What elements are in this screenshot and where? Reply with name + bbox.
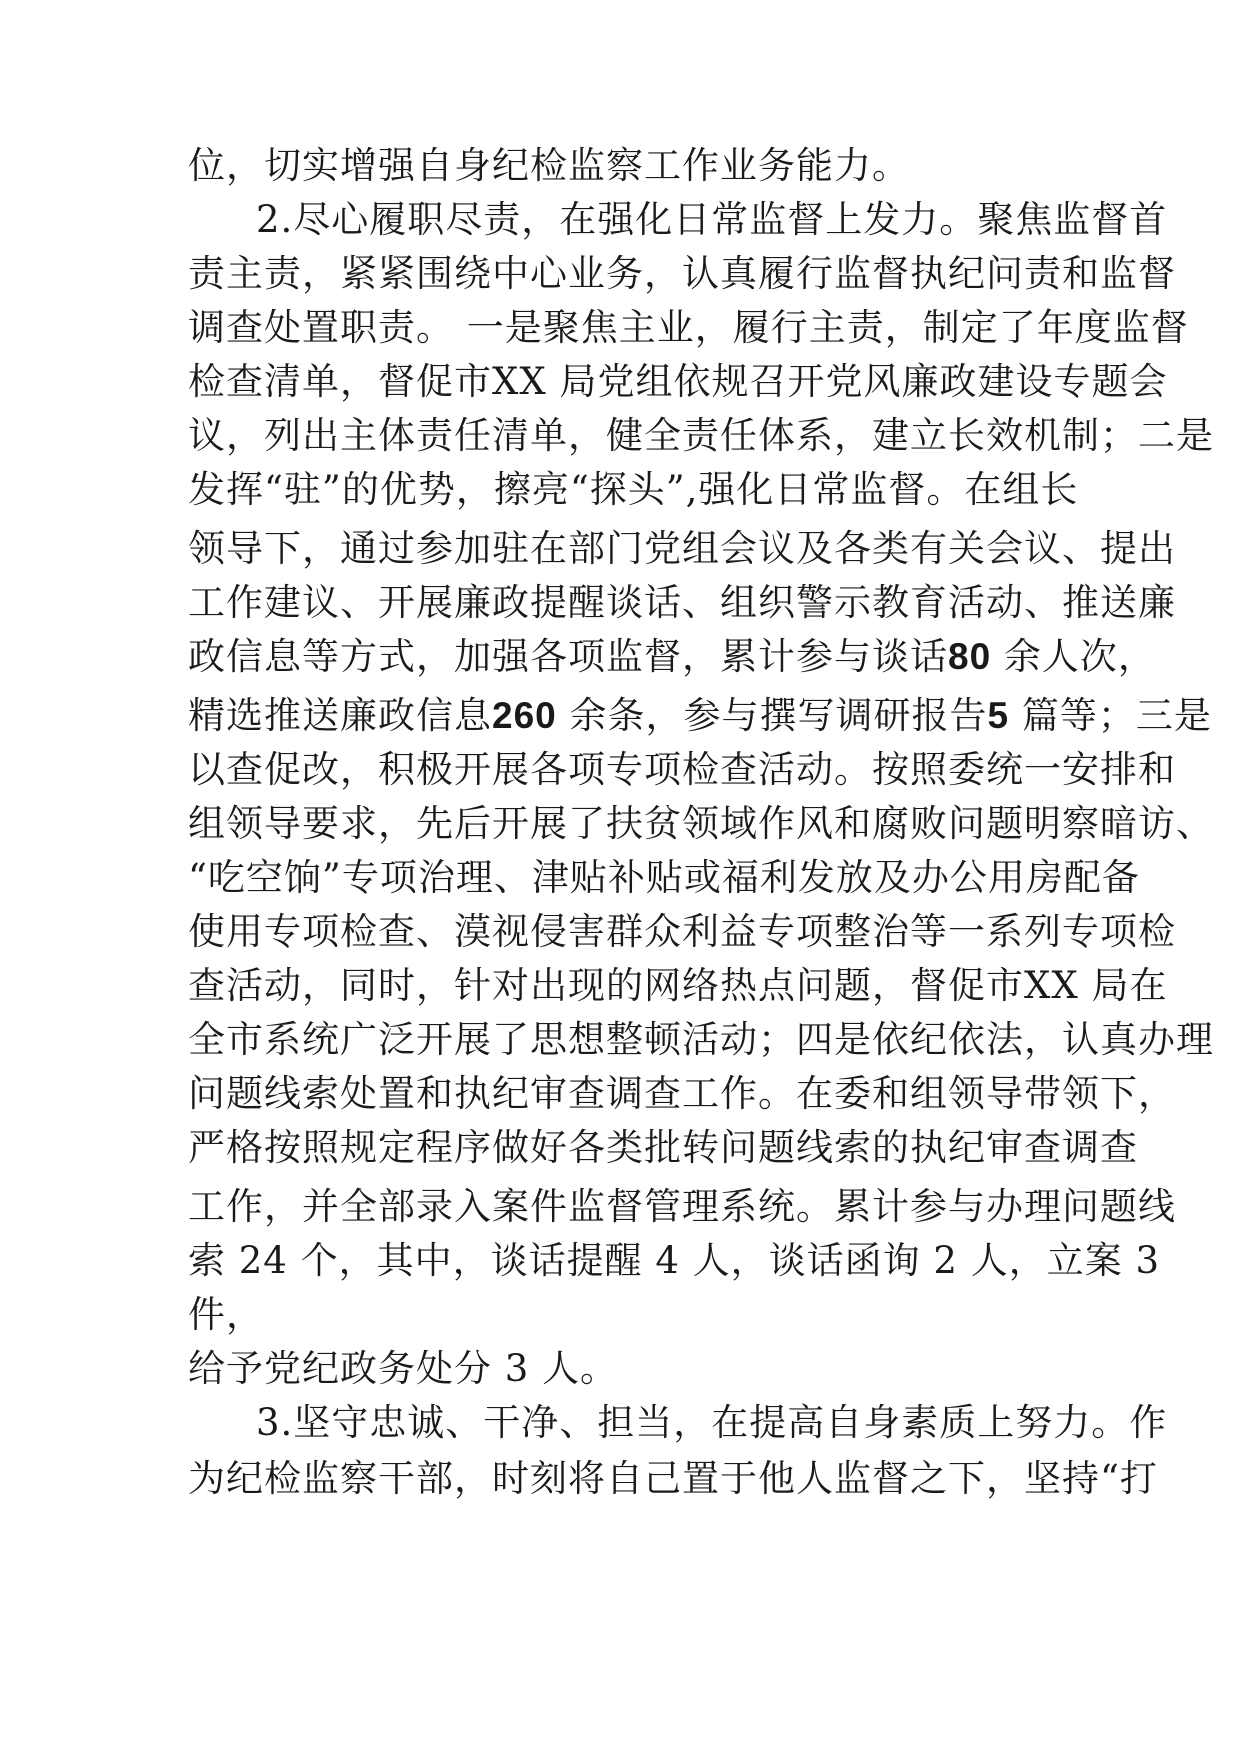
text-line <box>188 693 1212 739</box>
text-line: 工作建议、开展廉政提醒谈话、组织警示教育活动、推送廉 <box>188 581 1176 624</box>
text-line: 发挥“驻”的优势，擦亮“探头”,强化日常监督。在组长 <box>188 468 1079 511</box>
stat-number: 5 <box>987 695 1010 736</box>
text-line: 给予党纪政务处分 3 人。 <box>188 1347 619 1390</box>
text-line: 工作，并全部录入案件监督管理系统。累计参与办理问题线 <box>188 1185 1176 1228</box>
text-line: 责主责，紧紧围绕中心业务，认真履行监督执纪问责和监督 <box>188 252 1176 295</box>
text-segment: 精选推送廉政信息 <box>188 694 492 737</box>
text-line: 索 24 个，其中，谈话提醒 4 人，谈话函询 2 人，立案 3 <box>188 1239 1161 1282</box>
text-line: 为纪检监察干部，时刻将自己置于他人监督之下，坚持“打 <box>188 1457 1158 1500</box>
text-line: “吃空饷”专项治理、津贴补贴或福利发放及办公用房配备 <box>188 856 1140 899</box>
text-segment: 余人次， <box>991 635 1156 678</box>
text-line: 问题线索处置和执纪审查调查工作。在委和组领导带领下， <box>188 1072 1176 1115</box>
text-line: 位，切实增强自身纪检监察工作业务能力。 <box>188 144 910 187</box>
text-line: 使用专项检查、漠视侵害群众利益专项整治等一系列专项检 <box>188 910 1176 953</box>
text-line: 组领导要求，先后开展了扶贫领域作风和腐败问题明察暗访、 <box>188 802 1214 845</box>
stat-number: 80 <box>948 636 992 677</box>
text-line: 查活动，同时，针对出现的网络热点问题，督促市XX 局在 <box>188 964 1168 1007</box>
text-segment: 余条，参与撰写调研报告 <box>556 694 988 737</box>
text-line: 领导下，通过参加驻在部门党组会议及各类有关会议、提出 <box>188 527 1176 570</box>
text-line: 议，列出主体责任清单，健全责任体系，建立长效机制；二是 <box>188 414 1214 457</box>
text-line: 件， <box>188 1293 264 1336</box>
paragraph-3-start: 3.坚守忠诚、干净、担当，在提高自身素质上努力。作 <box>256 1401 1168 1444</box>
stat-number: 260 <box>492 695 557 736</box>
text-line <box>188 634 1156 680</box>
text-line: 以查促改，积极开展各项专项检查活动。按照委统一安排和 <box>188 748 1176 791</box>
text-line: 全市系统广泛开展了思想整顿活动；四是依纪依法，认真办理 <box>188 1018 1214 1061</box>
text-segment: 政信息等方式，加强各项监督，累计参与谈话 <box>188 635 948 678</box>
text-line: 检查清单，督促市XX 局党组依规召开党风廉政建设专题会 <box>188 360 1168 403</box>
paragraph-2-start: 2.尽心履职尽责，在强化日常监督上发力。聚焦监督首 <box>256 198 1168 241</box>
text-segment: 篇等；三是 <box>1009 694 1212 737</box>
text-line: 调查处置职责。 一是聚焦主业，履行主责，制定了年度监督 <box>188 306 1189 349</box>
text-line: 严格按照规定程序做好各类批转问题线索的执纪审查调查 <box>188 1126 1138 1169</box>
